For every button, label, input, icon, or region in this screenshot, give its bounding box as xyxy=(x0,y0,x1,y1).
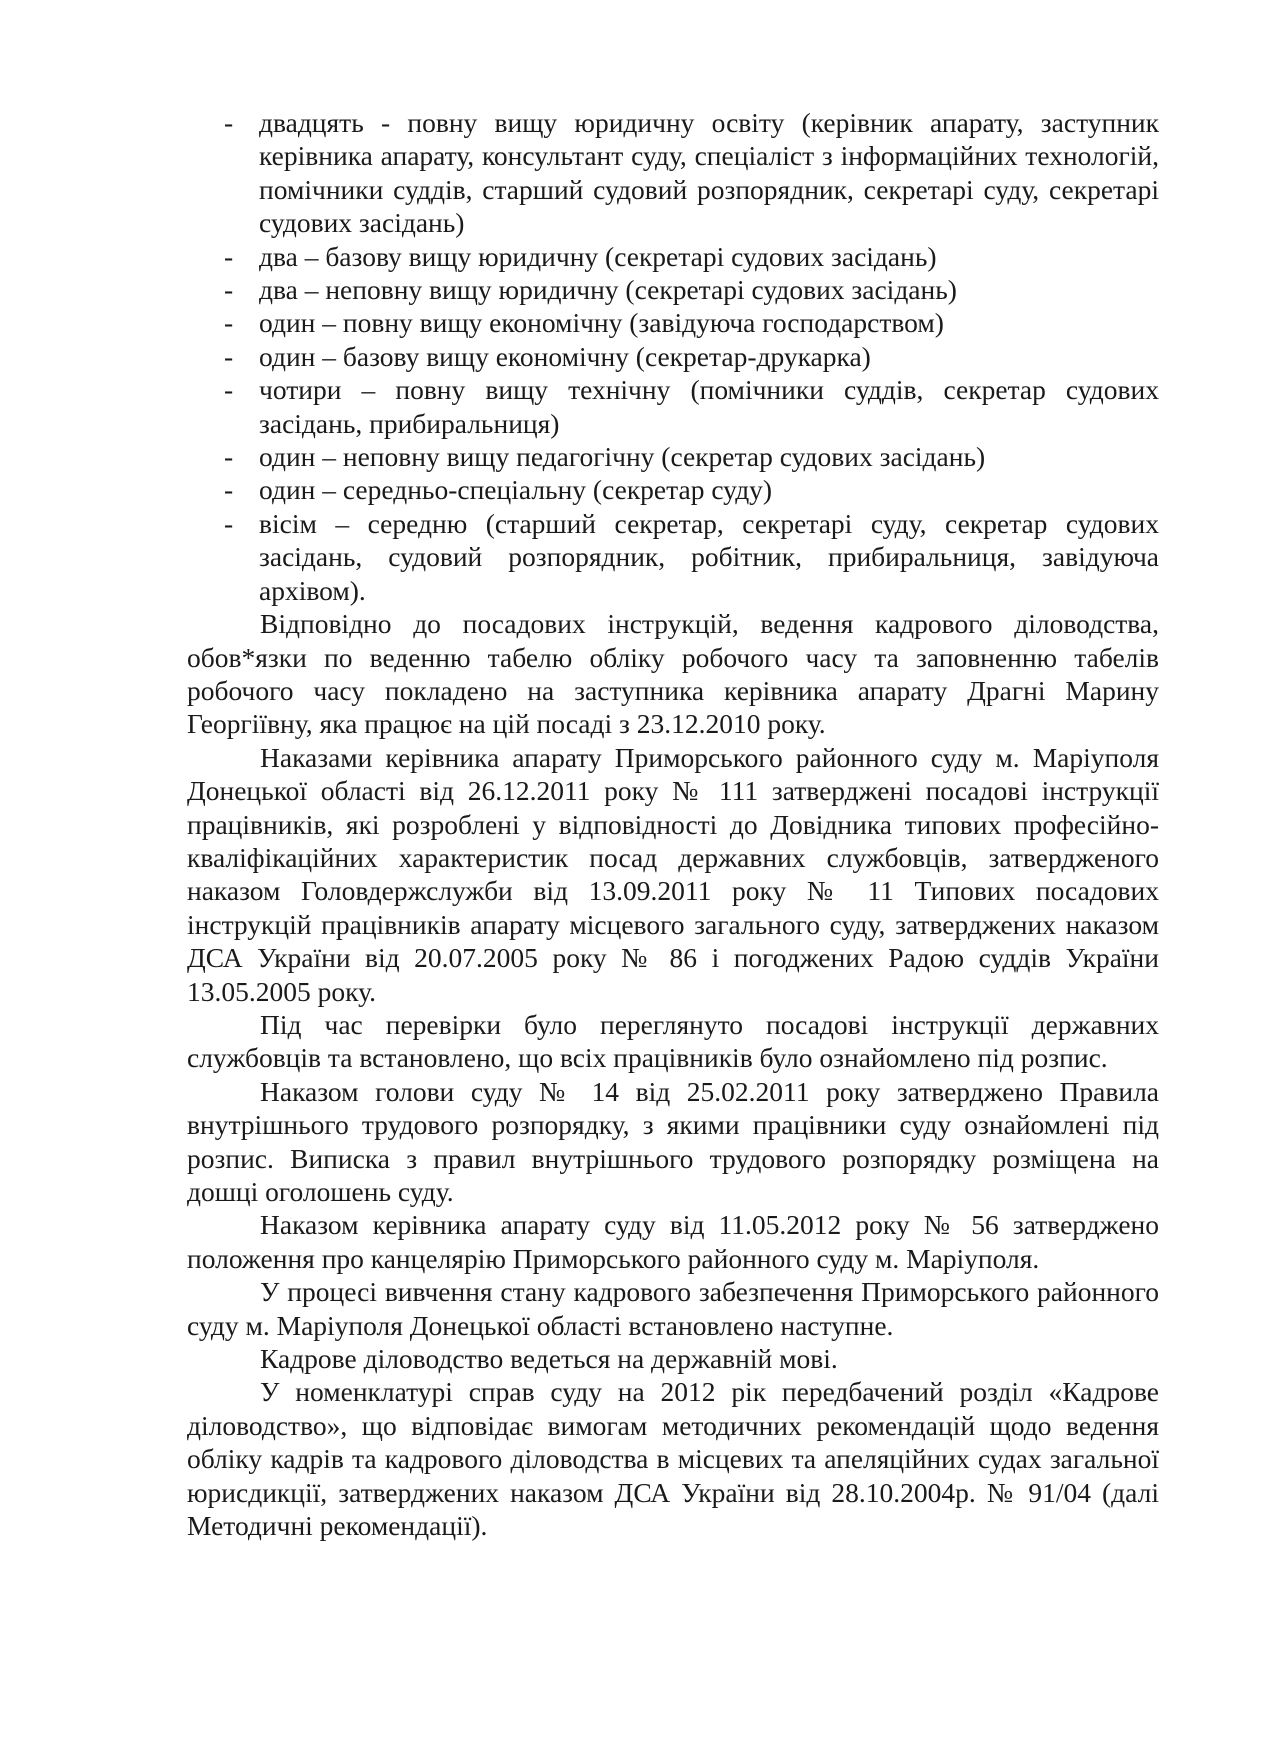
list-item xyxy=(187,440,1159,473)
list-item-text: один – середньо-спеціальну (секретар суду) xyxy=(259,474,773,506)
paragraph-chancery: Наказом керівника апарату суду від 11.05.2012 року № 56 затверджено положення про канцелярію Приморського районного суду м. Маріуполя. xyxy=(187,1209,1159,1274)
education-list xyxy=(187,106,1159,607)
list-item xyxy=(187,106,1159,240)
list-item-text: один – неповну вищу педагогічну (секретар судових засідань) xyxy=(259,441,986,473)
list-item xyxy=(187,473,1159,506)
list-dash: - xyxy=(224,340,234,372)
list-item xyxy=(187,507,1159,607)
list-item xyxy=(187,340,1159,373)
list-dash: - xyxy=(224,507,234,539)
list-item-text: двадцять - повну вищу юридичну освіту (керівник апарату, заступник керівника апарату, консультант суду, спеціаліст з інформаційних технологій, помічники суддів, старший судовий розпорядник, секретарі суду, секретарі судових засідань) xyxy=(259,107,1159,239)
list-dash: - xyxy=(224,374,234,406)
paragraph-language: Кадрове діловодство ведеться на державній мові. xyxy=(260,1343,838,1375)
list-dash: - xyxy=(224,307,234,339)
paragraph-nomenclature: У номенклатурі справ суду на 2012 рік передбачений розділ «Кадрове діловодство», що відповідає вимогам методичних рекомендацій щодо ведення обліку кадрів та кадрового діловодства в місцевих та апеляційних судах загальної юрисдикції, затверджених наказом ДСА України від 28.10.2004р. № 91/04 (далі Методичні рекомендації). xyxy=(187,1376,1159,1542)
list-dash: - xyxy=(224,474,234,506)
list-item-text: два – неповну вищу юридичну (секретарі судових засідань) xyxy=(259,274,957,306)
list-item xyxy=(187,273,1159,306)
list-item xyxy=(187,306,1159,339)
paragraph-job-instructions: Наказами керівника апарату Приморського районного суду м. Маріуполя Донецької області від 26.12.2011 року № 111 затверджені посадові інструкції працівників, які розроблені у відповідності до Довідника типових професійно-кваліфікаційних характеристик посад державних службовців, затвердженого наказом Головдержслужби від 13.09.2011 року № 11 Типових посадових інструкцій працівників апарату місцевого загального суду, затверджених наказом ДСА України від 20.07.2005 року № 86 і погоджених Радою суддів України 13.05.2005 року. xyxy=(187,741,1159,1007)
list-item-text: вісім – середню (старший секретар, секретарі суду, секретар судових засідань, судовий розпорядник, робітник, прибиральниця, завідуюча архівом). xyxy=(259,507,1159,606)
list-item-text: один – повну вищу економічну (завідуюча господарством) xyxy=(259,307,944,339)
list-dash: - xyxy=(224,441,234,473)
list-item-text: чотири – повну вищу технічну (помічники суддів, секретар судових засідань, прибиральниця) xyxy=(259,374,1159,439)
paragraph-labor-rules: Наказом голови суду № 14 від 25.02.2011 року затверджено Правила внутрішнього трудового розпорядку, з якими працівники суду ознайомлені під розпис. Виписка з правил внутрішнього трудового розпорядку розміщена на дошці оголошень суду. xyxy=(187,1075,1159,1207)
paragraph-duties: Відповідно до посадових інструкцій, ведення кадрового діловодства, обов*язки по веденню табелю обліку робочого часу та заповненню табелів робочого часу покладено на заступника керівника апарату Драгні Марину Георгіївну, яка працює на цій посаді з 23.12.2010 року. xyxy=(187,608,1159,740)
list-dash: - xyxy=(224,240,234,272)
list-item-text: два – базову вищу юридичну (секретарі судових засідань) xyxy=(259,240,937,272)
list-item xyxy=(187,240,1159,273)
list-dash: - xyxy=(224,274,234,306)
paragraph-staffing-review: У процесі вивчення стану кадрового забезпечення Приморського районного суду м. Маріуполя Донецької області встановлено наступне. xyxy=(187,1276,1159,1341)
paragraph-inspection: Під час перевірки було переглянуто посадові інструкції державних службовців та встановлено, що всіх працівників було ознайомлено під розпис. xyxy=(187,1008,1159,1074)
document-page xyxy=(187,106,1159,1542)
list-item-text: один – базову вищу економічну (секретар-друкарка) xyxy=(259,340,871,372)
list-item xyxy=(187,373,1159,440)
list-dash: - xyxy=(224,107,234,138)
